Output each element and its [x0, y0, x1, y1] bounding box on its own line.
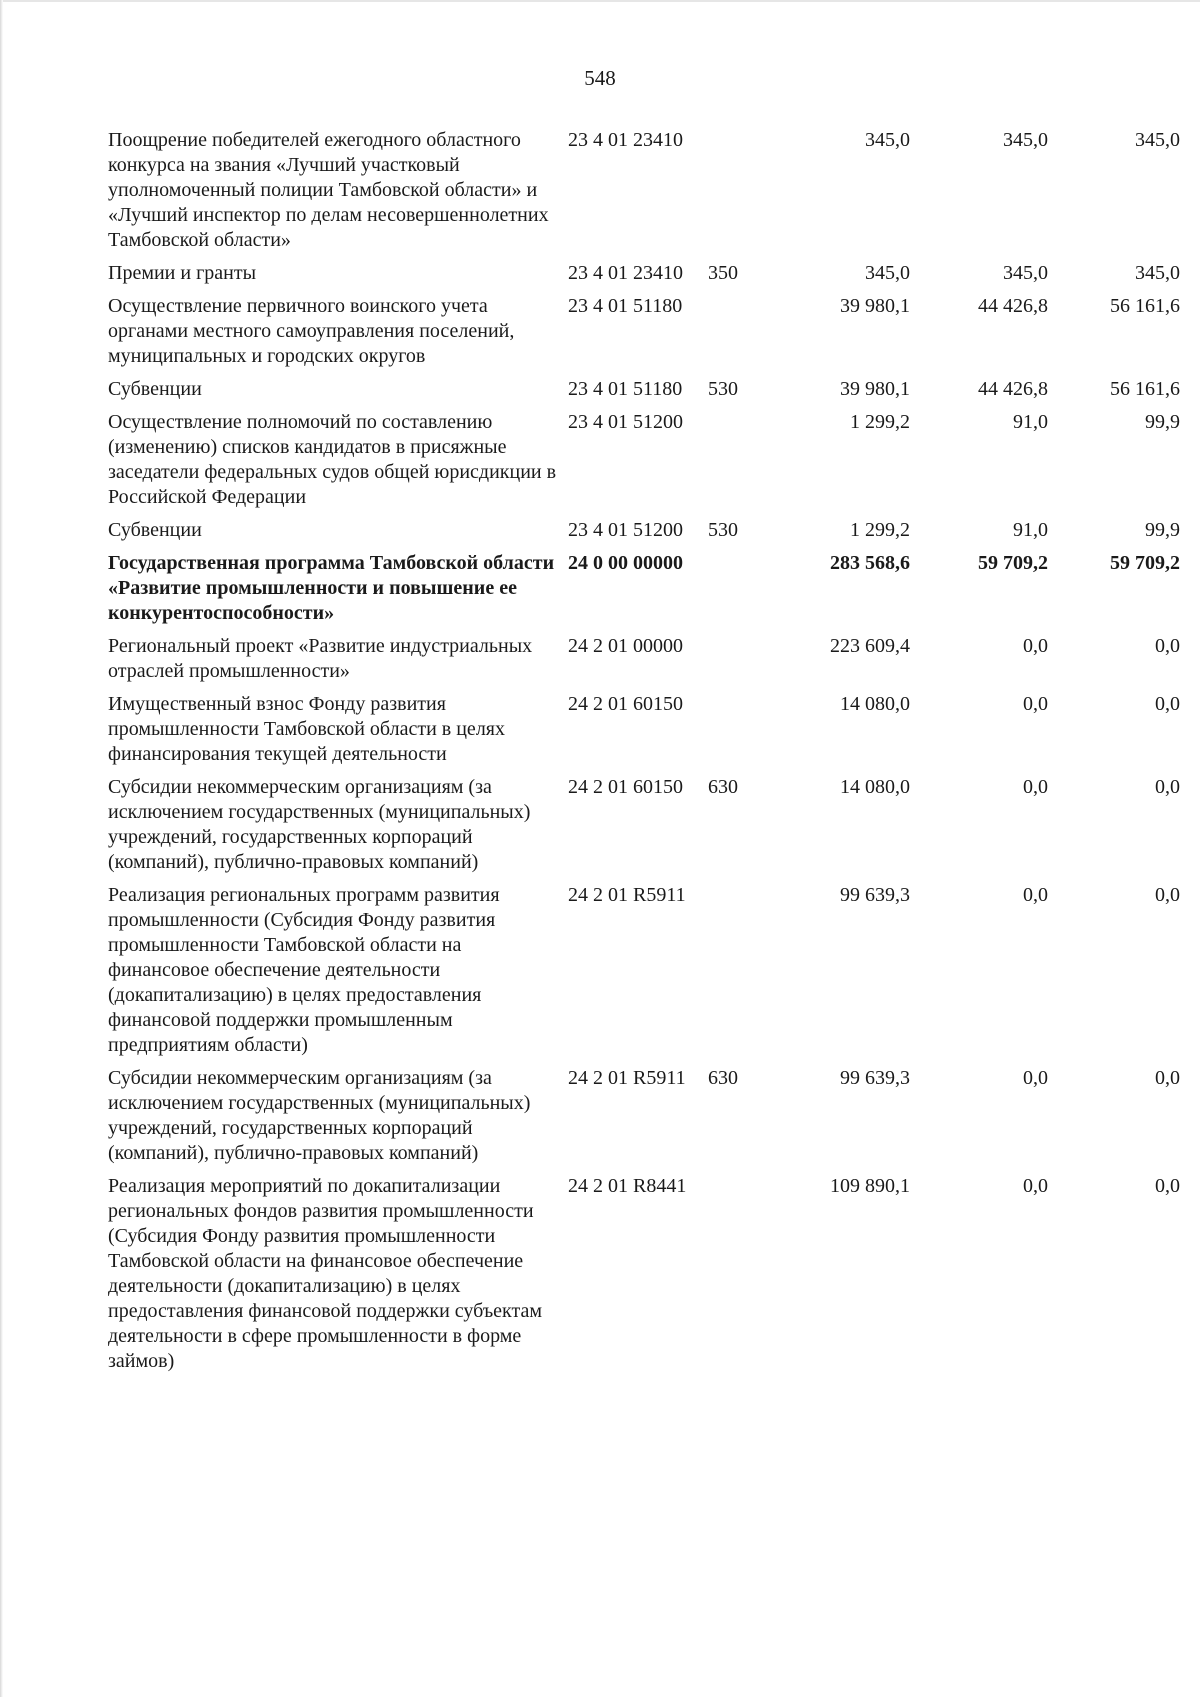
- table-row: [108, 518, 1180, 543]
- row-value-1: 345,0: [865, 262, 910, 284]
- row-value-2: 0,0: [1023, 635, 1048, 657]
- table-row: [108, 775, 1180, 875]
- row-value-3: 59 709,2: [1110, 552, 1180, 574]
- table-row: [108, 128, 1180, 253]
- row-value-1: 99 639,3: [840, 884, 910, 906]
- row-code: 24 2 01 00000: [568, 635, 683, 657]
- row-code: 23 4 01 23410: [568, 262, 683, 284]
- row-value-3: 99,9: [1145, 411, 1180, 433]
- row-code: 24 2 01 R5911: [568, 884, 686, 906]
- row-name: Субвенции: [108, 519, 202, 541]
- table-row: [108, 1066, 1180, 1166]
- row-value-2: 59 709,2: [978, 552, 1048, 574]
- row-type: 350: [708, 262, 738, 284]
- row-value-2: 0,0: [1023, 884, 1048, 906]
- row-value-1: 14 080,0: [840, 693, 910, 715]
- row-value-1: 1 299,2: [850, 519, 910, 541]
- row-value-1: 109 890,1: [830, 1175, 910, 1197]
- row-code: 24 2 01 60150: [568, 693, 683, 715]
- table-row: [108, 410, 1180, 510]
- row-name: Поощрение победителей ежегодного областного конкурса на звания «Лучший участковый уполномоченный полиции Тамбовской области» и «Лучший инспектор по делам несовершеннолетних Тамбовской области»: [108, 129, 549, 251]
- row-value-2: 0,0: [1023, 1175, 1048, 1197]
- row-code: 23 4 01 51180: [568, 378, 683, 400]
- row-name: Субсидии некоммерческим организациям (за исключением государственных (муниципальных) учреждений, государственных корпораций (компаний), публично-правовых компаний): [108, 1067, 531, 1164]
- row-name: Осуществление полномочий по составлению (изменению) списков кандидатов в присяжные заседатели федеральных судов общей юрисдикции в Российской Федерации: [108, 411, 557, 508]
- table-row: [108, 377, 1180, 402]
- row-value-2: 0,0: [1023, 776, 1048, 798]
- row-value-2: 91,0: [1013, 411, 1048, 433]
- row-code: 24 0 00 00000: [568, 552, 683, 574]
- row-value-1: 345,0: [865, 129, 910, 151]
- scan-left-edge: [0, 0, 3, 1697]
- row-value-1: 1 299,2: [850, 411, 910, 433]
- row-value-2: 0,0: [1023, 1067, 1048, 1089]
- row-code: 23 4 01 23410: [568, 129, 683, 151]
- row-code: 23 4 01 51180: [568, 295, 683, 317]
- row-value-1: 14 080,0: [840, 776, 910, 798]
- row-value-2: 345,0: [1003, 262, 1048, 284]
- row-name: Субсидии некоммерческим организациям (за исключением государственных (муниципальных) учреждений, государственных корпораций (компаний), публично-правовых компаний): [108, 776, 531, 873]
- row-name: Осуществление первичного воинского учета органами местного самоуправления поселений, муниципальных и городских округов: [108, 295, 515, 367]
- row-value-3: 0,0: [1155, 693, 1180, 715]
- row-value-1: 39 980,1: [840, 295, 910, 317]
- row-value-3: 345,0: [1135, 262, 1180, 284]
- page-number: 548: [584, 66, 616, 90]
- row-value-2: 44 426,8: [978, 378, 1048, 400]
- table-row: [108, 261, 1180, 286]
- row-value-3: 0,0: [1155, 776, 1180, 798]
- row-value-2: 44 426,8: [978, 295, 1048, 317]
- row-value-3: 99,9: [1145, 519, 1180, 541]
- row-name: Имущественный взнос Фонду развития промышленности Тамбовской области в целях финансирования текущей деятельности: [108, 693, 505, 765]
- row-name: Реализация мероприятий по докапитализации региональных фондов развития промышленности (Субсидия Фонду развития промышленности Тамбовской области на финансовое обеспечение деятельности (докапитализацию) в целях предоставления финансовой поддержки субъектам деятельности в сфере промышленности в форме займов): [108, 1175, 543, 1372]
- row-code: 24 2 01 R5911: [568, 1067, 686, 1089]
- row-name: Государственная программа Тамбовской области «Развитие промышленности и повышение ее конкурентоспособности»: [108, 552, 555, 624]
- row-code: 23 4 01 51200: [568, 519, 683, 541]
- row-type: 630: [708, 776, 738, 798]
- table-row: [108, 1174, 1180, 1374]
- table-row: [108, 692, 1180, 767]
- row-value-2: 0,0: [1023, 693, 1048, 715]
- budget-table: [108, 128, 1180, 1382]
- table-row: [108, 634, 1180, 684]
- row-name: Региональный проект «Развитие индустриальных отраслей промышленности»: [108, 635, 533, 682]
- row-value-3: 0,0: [1155, 1175, 1180, 1197]
- scan-top-edge: [0, 0, 1200, 2]
- row-value-1: 39 980,1: [840, 378, 910, 400]
- row-value-3: 56 161,6: [1110, 378, 1180, 400]
- row-value-2: 91,0: [1013, 519, 1048, 541]
- row-code: 23 4 01 51200: [568, 411, 683, 433]
- table-row: [108, 294, 1180, 369]
- row-type: 630: [708, 1067, 738, 1089]
- row-value-3: 56 161,6: [1110, 295, 1180, 317]
- row-code: 24 2 01 R8441: [568, 1175, 687, 1197]
- row-value-3: 0,0: [1155, 884, 1180, 906]
- row-value-2: 345,0: [1003, 129, 1048, 151]
- row-value-1: 283 568,6: [830, 552, 910, 574]
- row-value-3: 0,0: [1155, 635, 1180, 657]
- row-value-1: 99 639,3: [840, 1067, 910, 1089]
- row-code: 24 2 01 60150: [568, 776, 683, 798]
- row-value-3: 345,0: [1135, 129, 1180, 151]
- row-value-3: 0,0: [1155, 1067, 1180, 1089]
- table-row: [108, 883, 1180, 1058]
- row-value-1: 223 609,4: [830, 635, 910, 657]
- table-row-program: [108, 551, 1180, 626]
- row-name: Реализация региональных программ развития промышленности (Субсидия Фонду развития промышленности Тамбовской области на финансовое обеспечение деятельности (докапитализацию) в целях предоставления финансовой поддержки промышленным предприятиям области): [108, 884, 500, 1056]
- row-type: 530: [708, 378, 738, 400]
- row-name: Субвенции: [108, 378, 202, 400]
- row-type: 530: [708, 519, 738, 541]
- row-name: Премии и гранты: [108, 262, 257, 284]
